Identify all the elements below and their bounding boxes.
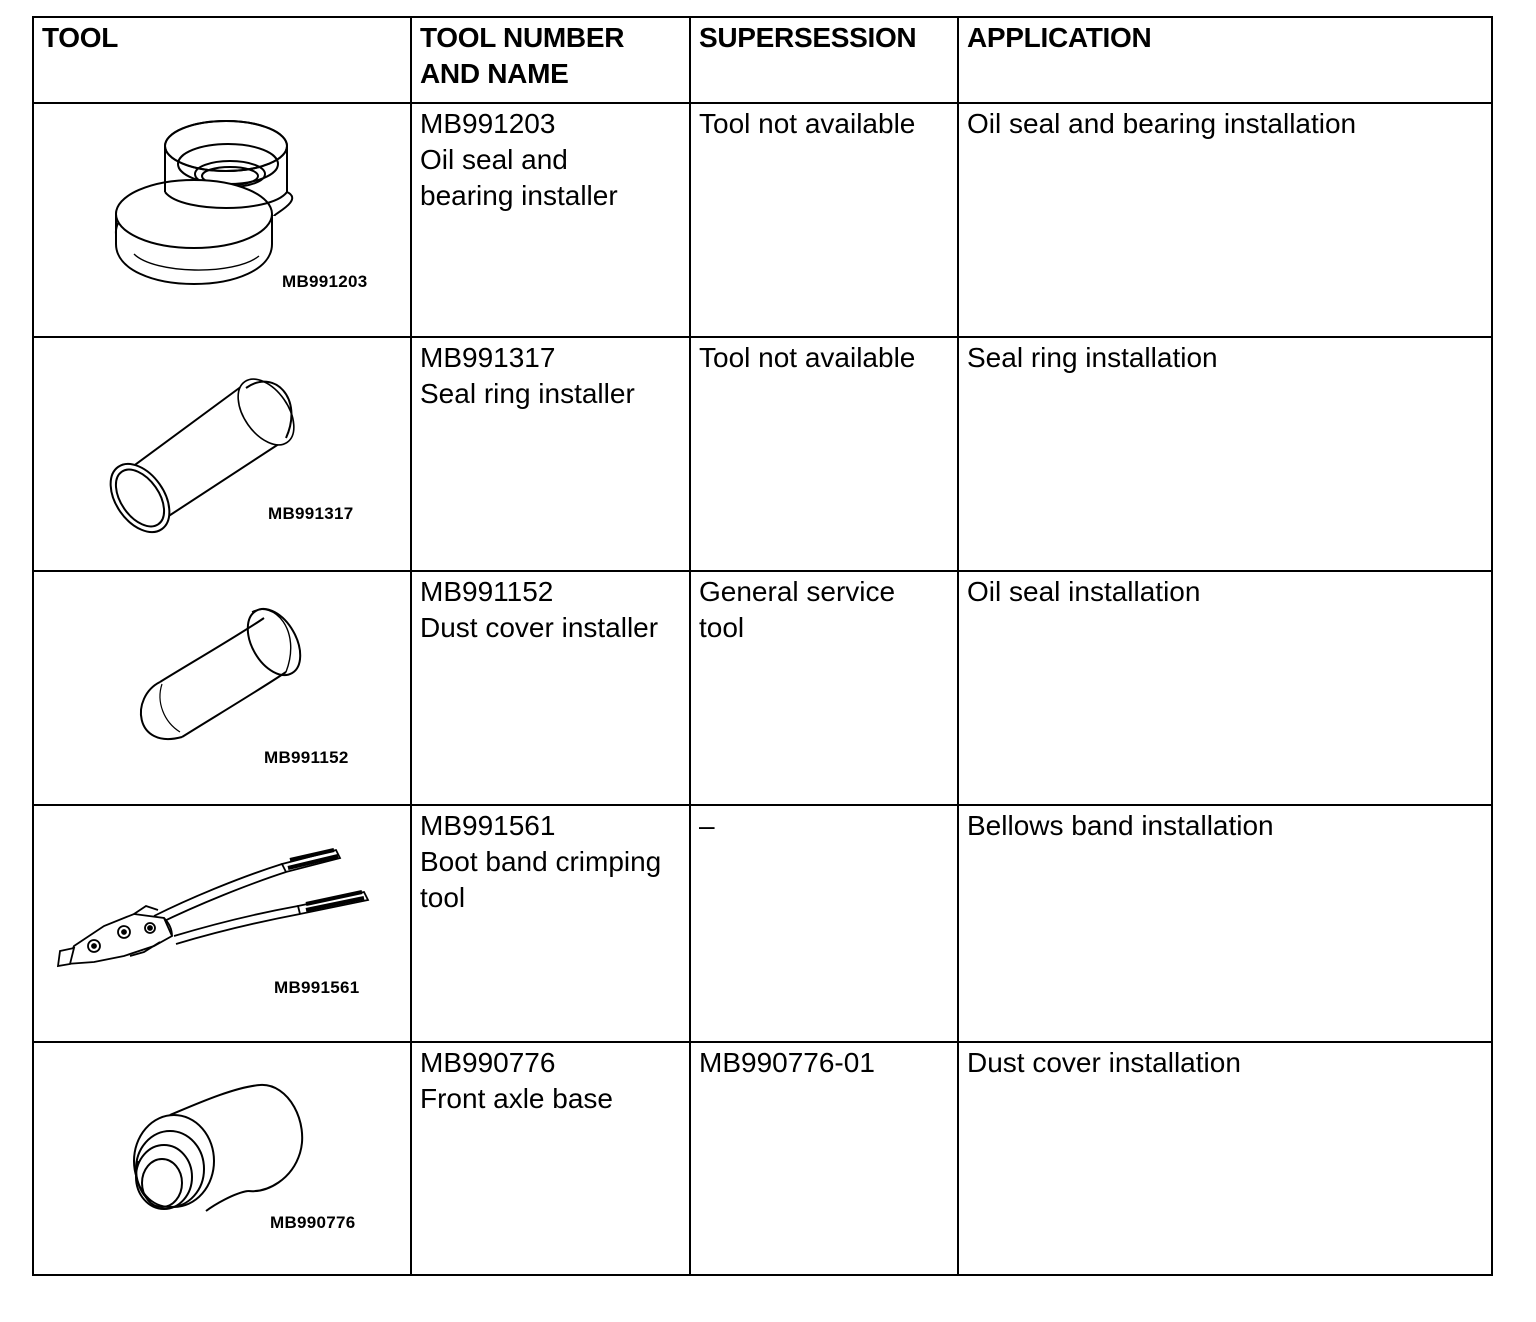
- tool-image-cell: [33, 571, 411, 805]
- header-supersession: [690, 17, 958, 103]
- tool-image-cell: [33, 805, 411, 1042]
- tool-image-code: MB991561: [274, 978, 360, 997]
- tool-image-cell: [33, 1042, 411, 1275]
- supersession-text: MB990776-01: [699, 1047, 875, 1078]
- application-text: Oil seal and bearing installation: [967, 108, 1357, 139]
- tool-image-code: MB991317: [268, 504, 354, 523]
- supersession-cell: [690, 1042, 958, 1275]
- tool-number: MB991152: [420, 576, 554, 607]
- table-row: [33, 103, 1492, 337]
- supersession-text: tool: [699, 612, 745, 643]
- application-cell: [958, 1042, 1492, 1275]
- tool-name-line: tool: [420, 882, 466, 913]
- application-text: Oil seal installation: [967, 576, 1201, 607]
- tool-image-cell: [33, 337, 411, 571]
- header-tool-label: TOOL: [42, 22, 119, 53]
- dust-cover-installer-icon: [34, 572, 410, 802]
- tool-image-cell: [33, 103, 411, 337]
- header-supersession-label: SUPERSESSION: [699, 22, 917, 53]
- application-cell: [958, 805, 1492, 1042]
- header-number-line2: AND NAME: [420, 58, 569, 89]
- supersession-text: Tool not available: [699, 342, 916, 373]
- table-row: [33, 571, 1492, 805]
- header-tool-number-and-name: [411, 17, 690, 103]
- front-axle-base-icon: [34, 1043, 410, 1272]
- tool-number-and-name-cell: [411, 1042, 690, 1275]
- tool-number: MB990776: [420, 1047, 556, 1078]
- supersession-cell: [690, 103, 958, 337]
- supersession-text: –: [699, 810, 715, 841]
- tool-image-code: MB990776: [270, 1213, 356, 1232]
- tool-name-line: Dust cover installer: [420, 612, 659, 643]
- tool-number-and-name-cell: [411, 805, 690, 1042]
- tool-name-line: Seal ring installer: [420, 378, 635, 409]
- application-text: Dust cover installation: [967, 1047, 1241, 1078]
- application-cell: [958, 103, 1492, 337]
- tool-number: MB991561: [420, 810, 556, 841]
- application-text: Bellows band installation: [967, 810, 1274, 841]
- tool-name-line: Boot band crimping: [420, 846, 662, 877]
- supersession-cell: [690, 805, 958, 1042]
- supersession-text: Tool not available: [699, 108, 916, 139]
- table-row: [33, 1042, 1492, 1275]
- supersession-cell: [690, 571, 958, 805]
- application-text: Seal ring installation: [967, 342, 1218, 373]
- header-row: [33, 17, 1492, 103]
- tool-name-line: Oil seal and: [420, 144, 568, 175]
- header-number-line1: TOOL NUMBER: [420, 22, 625, 53]
- special-tools-table: [32, 16, 1493, 1276]
- tool-number-and-name-cell: [411, 571, 690, 805]
- boot-band-crimping-tool-icon: [34, 806, 410, 1039]
- header-application: [958, 17, 1492, 103]
- tool-name-line: bearing installer: [420, 180, 618, 211]
- supersession-cell: [690, 337, 958, 571]
- supersession-text: General service: [699, 576, 896, 607]
- tool-name-line: Front axle base: [420, 1083, 613, 1114]
- tool-number: MB991203: [420, 108, 556, 139]
- tool-image-code: MB991152: [264, 748, 349, 767]
- application-cell: [958, 337, 1492, 571]
- tool-number-and-name-cell: [411, 337, 690, 571]
- table-row: [33, 337, 1492, 571]
- tool-number-and-name-cell: [411, 103, 690, 337]
- header-application-label: APPLICATION: [967, 22, 1152, 53]
- tool-image-code: MB991203: [282, 272, 368, 291]
- header-tool: [33, 17, 411, 103]
- table-row: [33, 805, 1492, 1042]
- seal-ring-installer-icon: [34, 338, 410, 568]
- oil-seal-bearing-installer-icon: [34, 104, 410, 334]
- application-cell: [958, 571, 1492, 805]
- tool-number: MB991317: [420, 342, 556, 373]
